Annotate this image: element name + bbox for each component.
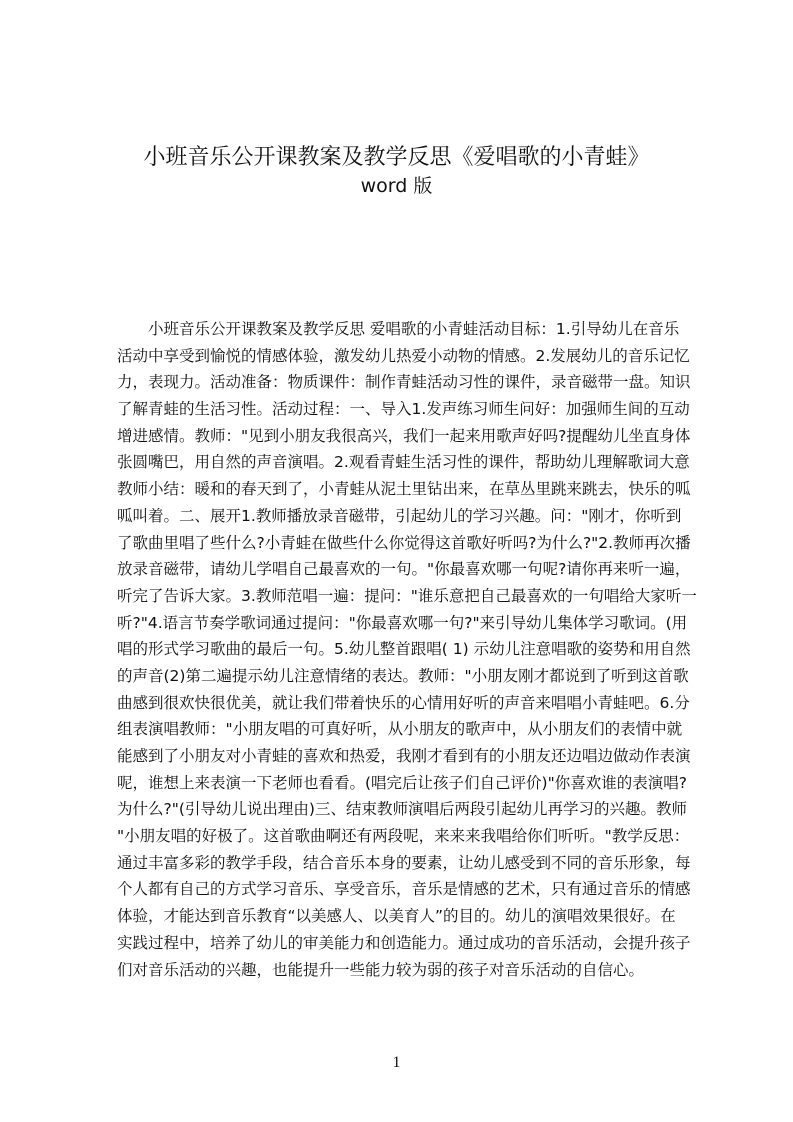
- document-title: 小班音乐公开课教案及教学反思《爱唱歌的小青蛙》: [143, 145, 650, 170]
- body-text-line: 呢，谁想上来表演一下老师也看看。(唱完后让孩子们自己评价)"你喜欢谁的表演唱?: [117, 773, 687, 792]
- body-text-line: 了解青蛙的生活习性。活动过程：一、导入1.发声练习师生问好：加强师生间的互动: [117, 400, 690, 419]
- body-text-line: 个人都有自己的方式学习音乐、享受音乐，音乐是情感的艺术，只有通过音乐的情感: [117, 880, 691, 899]
- body-text-line: 为什么?"(引导幼儿说出理由)三、结束教师演唱后两段引起幼儿再学习的兴趣。教师: [117, 800, 687, 819]
- body-text-line: 活动中享受到愉悦的情感体验，激发幼儿热爱小动物的情感。2.发展幼儿的音乐记忆: [117, 346, 690, 365]
- body-text-line: 了歌曲里唱了些什么?小青蛙在做些什么你觉得这首歌好听吗?为什么?"2.教师再次播: [117, 533, 691, 552]
- body-text-line: 们对音乐活动的兴趣，也能提升一些能力较为弱的孩子对音乐活动的自信心。: [117, 960, 645, 979]
- body-text-line: "小朋友唱的好极了。这首歌曲啊还有两段呢，来来来我唱给你们听听。"教学反思：: [117, 827, 690, 846]
- body-text-line: 通过丰富多彩的教学手段，结合音乐本身的要素，让幼儿感受到不同的音乐形象，每: [117, 853, 691, 872]
- body-text-line: 的声音(2)第二遍提示幼儿注意情绪的表达。教师："小朋友刚才都说到了听到这首歌: [117, 666, 689, 685]
- body-text-line: 教师小结：暖和的春天到了，小青蛙从泥土里钻出来，在草丛里跳来跳去，快乐的呱: [117, 480, 691, 499]
- document-title-suffix: word 版: [360, 175, 433, 197]
- body-text-line: 组表演唱教师："小朋友唱的可真好听，从小朋友的歌声中，从小朋友们的表情中就: [117, 720, 683, 739]
- page-number: 1: [392, 1054, 401, 1071]
- body-text-line: 放录音磁带，请幼儿学唱自己最喜欢的一句。"你最喜欢哪一句呢?请你再来听一遍，: [117, 560, 691, 579]
- document-body: [117, 316, 699, 983]
- body-text-line: 实践过程中，培养了幼儿的审美能力和创造能力。通过成功的音乐活动，会提升孩子: [117, 933, 691, 952]
- body-text-line: 小班音乐公开课教案及教学反思 爱唱歌的小青蛙活动目标：1.引导幼儿在音乐: [148, 320, 680, 338]
- body-text-line: 听?"4.语言节奏学歌词通过提问："你最喜欢哪一句?"来引导幼儿集体学习歌词。(用: [117, 613, 688, 632]
- body-text-line: 能感到了小朋友对小青蛙的喜欢和热爱，我刚才看到有的小朋友还边唱边做动作表演: [117, 747, 691, 765]
- body-text-line: 呱叫着。二、展开1.教师播放录音磁带，引起幼儿的学习兴趣。问："刚才，你听到: [117, 506, 682, 525]
- body-text-line: 力，表现力。活动准备：物质课件：制作青蛙活动习性的课件，录音磁带一盘。知识: [117, 373, 691, 392]
- body-text-line: 体验，才能达到音乐教育“以美感人、以美育人”的目的。幼儿的演唱效果很好。在: [117, 907, 676, 926]
- body-text-line: 增进感情。教师："见到小朋友我很高兴，我们一起来用歌声好吗?提醒幼儿坐直身体: [117, 426, 691, 445]
- body-text-line: 曲感到很欢快很优美，就让我们带着快乐的心情用好听的声音来唱唱小青蛙吧。6.分: [117, 693, 690, 712]
- body-text-line: 唱的形式学习歌曲的最后一句。5.幼儿整首跟唱( 1) 示幼儿注意唱歌的姿势和用自然: [117, 640, 691, 659]
- body-text-line: 张圆嘴巴，用自然的声音演唱。2.观看青蛙生活习性的课件，帮助幼儿理解歌词大意: [117, 453, 690, 472]
- body-text-line: 听完了告诉大家。3.教师范唱一遍：提问："谁乐意把自己最喜欢的一句唱给大家听一: [117, 586, 697, 605]
